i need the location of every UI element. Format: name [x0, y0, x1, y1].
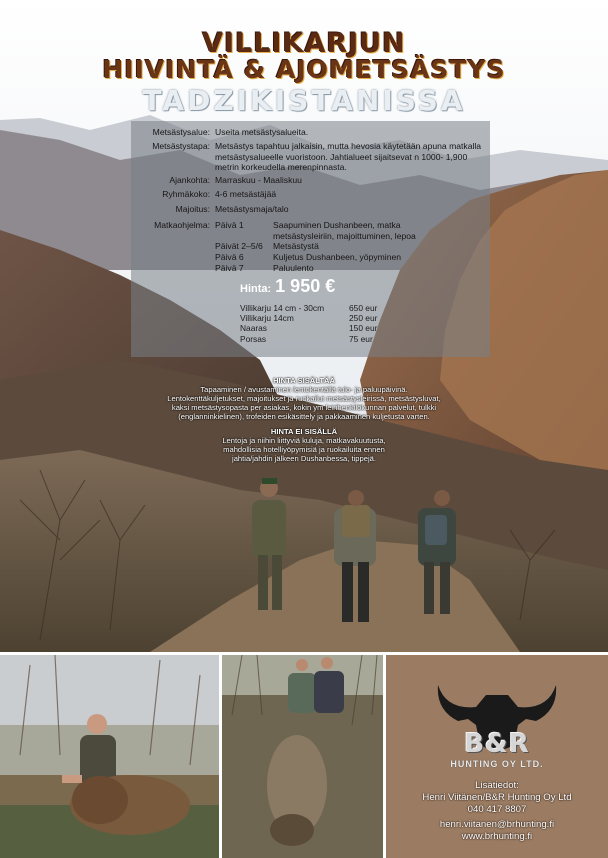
- title-line-1: VILLIKARJUN: [202, 28, 406, 59]
- price-value: 1 950 €: [275, 276, 336, 296]
- itinerary-day: Päivä 7: [215, 263, 244, 273]
- contact-name: Henri Viitänen/B&R Hunting Oy Ltd: [422, 792, 572, 803]
- price-amount: 150 eur: [349, 323, 378, 334]
- itinerary-text: Saapuminen Dushanbeen, matka metsästysleiriin, majoittuminen, lepoa: [273, 220, 416, 241]
- includes-line: Tapaaminen / avustaminen lentokentällä tulo- ja paluupäivinä.: [200, 385, 408, 394]
- detail-value: Metsästysmaja/talo: [215, 204, 289, 214]
- price-item: Naaras: [240, 323, 267, 334]
- excludes-block: [0, 427, 608, 463]
- excludes-title: HINTA EI SISÄLLÄ: [270, 427, 338, 436]
- itinerary-day: Päivä 1: [215, 220, 244, 230]
- price-item: Porsas: [240, 333, 267, 344]
- price-item: Villikarju 14 cm - 30cm: [240, 303, 325, 313]
- detail-value: 4-6 metsästäjää: [215, 189, 277, 199]
- itinerary-label: Matkaohjelma:: [154, 220, 210, 230]
- itinerary-text: Paluulento: [273, 263, 314, 273]
- excludes-line: mahdollisia hotelliyöpymisiä ja ruokailuita ennen: [223, 445, 385, 454]
- price-block: [240, 276, 335, 297]
- contact-web[interactable]: www.brhunting.fi: [461, 831, 533, 842]
- itinerary-text: Metsästystä: [273, 241, 319, 251]
- price-row: [240, 313, 400, 323]
- bottom-strip: [0, 655, 608, 858]
- itinerary-day: Päivä 6: [215, 252, 244, 262]
- itinerary-day: Päivät 2–5/6: [215, 241, 263, 251]
- price-row: [240, 303, 400, 313]
- title-line-2: HIIVINTÄ & AJOMETSÄSTYS: [102, 55, 506, 84]
- detail-label: Metsästysalue:: [152, 127, 210, 137]
- contact-heading: Lisätiedot:: [475, 780, 519, 791]
- detail-label: Ajankohta:: [169, 175, 210, 185]
- photo-hunters-with-boar: [222, 655, 383, 858]
- price-table: [240, 303, 400, 344]
- contact-panel: [386, 655, 608, 858]
- detail-label: Metsästystapa:: [152, 141, 210, 151]
- price-row: [240, 334, 400, 344]
- includes-line: (englanninkielinen), trofeiden esikäsittely ja pakkaaminen kuljetusta varten.: [178, 412, 430, 421]
- excludes-line: Lentoja ja niihin liittyviä kuluja, matkavakuutusta,: [222, 436, 386, 445]
- includes-line: Lentokenttäkuljetukset, majoitukset ja ruokailut metsästysleirissä, metsästysluvat,: [167, 394, 441, 403]
- detail-value: Metsästys tapahtuu jalkaisin, mutta hevosia käytetään apuna matkalla metsästysalueelle vuoristoon. Jahtialueet sijaitsevat n 1000- 1,900 metrin korkeudella merenpinnasta.: [215, 141, 482, 173]
- itinerary-text: Kuljetus Dushanbeen, yöpyminen: [273, 252, 402, 262]
- contact-email[interactable]: henri.viitanen@brhunting.fi: [439, 819, 555, 830]
- excludes-line: jahtia/jahdin jälkeen Dushanbessa, tippejä.: [232, 454, 376, 463]
- brand-logo: B&R: [464, 729, 530, 759]
- price-amount: 75 eur: [349, 333, 373, 344]
- includes-block: [0, 376, 608, 421]
- includes-line: kaksi metsästysopasta per asiakas, kokin ym leirihenkilökunnan palvelut, tulkki: [171, 403, 437, 412]
- detail-label: Ryhmäkoko:: [162, 189, 210, 199]
- price-amount: 650 eur: [349, 303, 378, 313]
- brand-subtitle: HUNTING OY LTD.: [450, 759, 544, 769]
- includes-title: HINTA SISÄLTÄÄ: [273, 376, 335, 385]
- price-row: [240, 323, 400, 333]
- contact-phone: 040 417 8807: [467, 804, 527, 815]
- photo-hunter-with-boar: [0, 655, 219, 858]
- price-label: Hinta:: [240, 283, 272, 295]
- price-amount: 250 eur: [349, 313, 378, 324]
- detail-label: Majoitus:: [175, 204, 210, 214]
- detail-value: Useita metsästysalueita.: [215, 127, 309, 137]
- title-line-3: TADZIKISTANISSA: [142, 84, 466, 117]
- price-item: Villikarju 14cm: [240, 313, 294, 324]
- detail-value: Marraskuu - Maaliskuu: [215, 175, 302, 185]
